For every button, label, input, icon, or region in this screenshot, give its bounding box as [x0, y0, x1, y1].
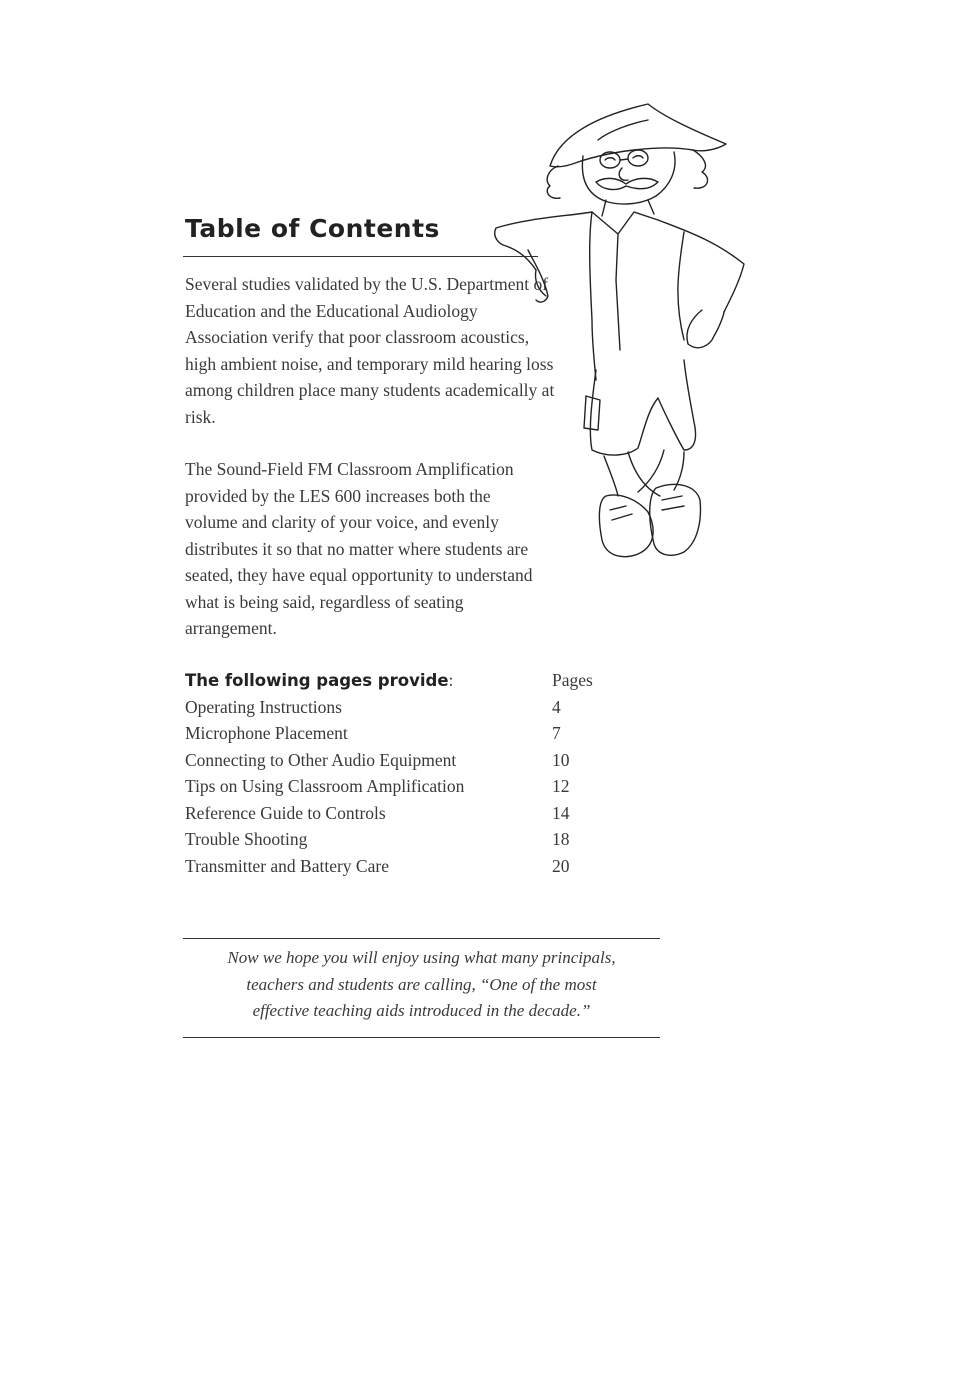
toc-entry-page: 18 [552, 829, 570, 849]
intro-paragraph-1: Several studies validated by the U.S. Department of Education and the Educational Audiology Association verify that poor classroom acoustics, high ambient noise, and temporary mild hearing loss among children place many students academically at risk. [185, 274, 555, 427]
closing-quote [183, 939, 660, 1025]
cartoon-character-illustration [488, 100, 750, 565]
title-divider [183, 256, 538, 257]
intro-paragraph-2: The Sound-Field FM Classroom Amplification provided by the LES 600 increases both the volume and clarity of your voice, and evenly distributes it so that no matter where students are seated, they have equal opportunity to understand what is being said, regardless of seating arrangement. [185, 459, 533, 638]
toc-entry-page: 12 [552, 776, 570, 796]
toc-entry-title: Connecting to Other Audio Equipment [185, 749, 457, 770]
toc-entry-page: 7 [552, 723, 561, 743]
toc-heading-colon: : [448, 670, 454, 690]
toc-entry [185, 853, 645, 880]
quote-line: Now we hope you will enjoy using what many principals, [227, 948, 616, 967]
toc-entry-title: Trouble Shooting [185, 829, 308, 849]
toc-entry-page: 10 [552, 749, 570, 770]
toc-entry [185, 773, 645, 800]
toc-entry-page: 20 [552, 855, 570, 876]
toc-heading: The following pages provide [185, 671, 449, 690]
toc-entry [185, 800, 645, 827]
toc-entry [185, 720, 645, 747]
pages-column-label: Pages [552, 670, 593, 690]
closing-quote-box [183, 938, 660, 1038]
toc-entry-page: 4 [552, 696, 561, 717]
toc-entry-title: Microphone Placement [185, 723, 348, 743]
toc-entry [185, 747, 645, 774]
quote-line: teachers and students are calling, “One of the most [246, 974, 597, 994]
table-of-contents [185, 667, 645, 879]
toc-entry [185, 694, 645, 721]
page-title: Table of Contents [185, 214, 440, 243]
toc-entry-page: 14 [552, 802, 570, 823]
toc-header-row [185, 667, 645, 694]
toc-entry-title: Tips on Using Classroom Amplification [185, 776, 465, 796]
toc-entry-title: Operating Instructions [185, 696, 342, 717]
toc-entry-title: Transmitter and Battery Care [185, 855, 389, 876]
quote-line: effective teaching aids introduced in the decade.” [252, 1001, 591, 1020]
toc-entry [185, 826, 645, 853]
toc-entry-title: Reference Guide to Controls [185, 802, 386, 823]
